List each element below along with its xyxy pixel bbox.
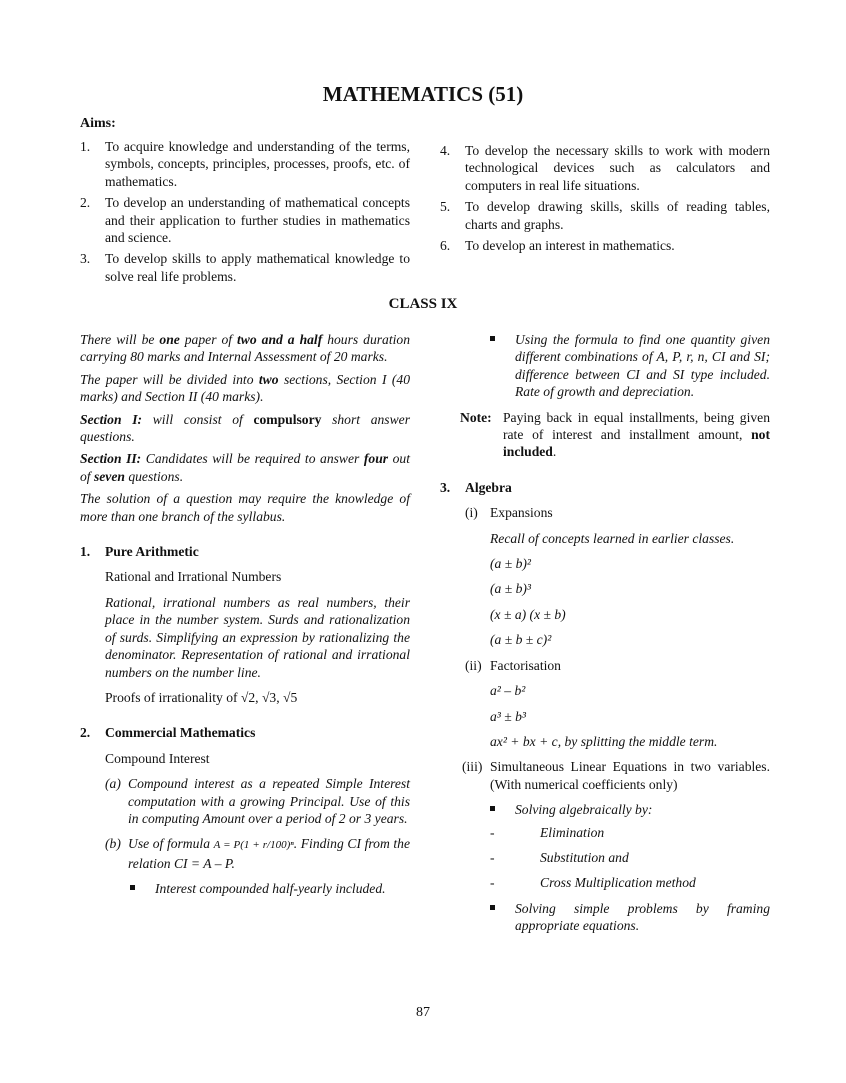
expansion-formula: (x ± a) (x ± b): [490, 606, 566, 622]
page-number: 87: [416, 1005, 430, 1020]
left-column: [80, 331, 410, 903]
algebra-factorisation: (ii) Factorisation: [465, 657, 561, 673]
bullet-formula-combinations: Using the formula to find one quantity given different combinations of A, P, r, n, CI and SI; difference between CI and SI type included. Rate of growth and depreciation.: [440, 331, 770, 401]
bullet-solving-problems: Solving simple problems by framing appropriate equations.: [440, 900, 770, 935]
section-heading-pure-arithmetic: 1. Pure Arithmetic: [80, 544, 199, 560]
expansion-formula: (a ± b)³: [490, 581, 531, 597]
aims-item: 3. To develop skills to apply mathematical knowledge to solve real life problems.: [80, 251, 410, 284]
bullet-half-yearly: Interest compounded half-yearly included.: [80, 880, 410, 897]
pure-arithmetic-body: Rational, irrational numbers as real numbers, their place in the number system. Surds and rationalization of surds. Simplifying an expression by rationalizing the denominator. Representation of rational and irrational numbers on the number line.: [105, 594, 410, 680]
class-heading: CLASS IX: [388, 296, 458, 312]
section-heading-commercial: 2. Commercial Mathematics: [80, 725, 256, 741]
algebra-expansions: (i) Expansions: [465, 505, 553, 521]
bullet-solving-algebraically: Solving algebraically by:: [440, 801, 770, 818]
aims-item: 5. To develop drawing skills, skills of reading tables, charts and graphs.: [440, 199, 770, 232]
aims-heading: Aims:: [80, 116, 116, 131]
intro-paragraph-1: There will be one paper of two and a half hours duration carrying 80 marks and Internal Assessment of 20 marks.: [80, 332, 410, 365]
surd-values: √2, √3, √5: [240, 689, 298, 705]
aims-left-column: [80, 138, 410, 289]
method-item: - Cross Multiplication method: [490, 875, 696, 891]
intro-paragraph-5: The solution of a question may require the knowledge of more than one branch of the syllabus.: [80, 491, 410, 524]
aims-item: 6. To develop an interest in mathematics.: [440, 238, 675, 254]
intro-paragraph-3: Section I: will consist of compulsory short answer questions.: [80, 411, 410, 445]
page-title: MATHEMATICS (51): [322, 82, 524, 106]
intro-paragraph-2: The paper will be divided into two sections, Section I (40 marks) and Section II (40 marks).: [80, 371, 410, 405]
aims-item: 2. To develop an understanding of mathematical concepts and their application to further studies in mathematics and science.: [80, 195, 410, 246]
algebra-linear-equations: (iii) Simultaneous Linear Equations in two variables. (With numerical coefficients only): [462, 759, 770, 792]
subheading-compound-interest: Compound Interest: [105, 750, 210, 766]
proofs-of-irrationality: Proofs of irrationality of √2, √3, √5: [105, 689, 298, 705]
section-heading-algebra: 3. Algebra: [440, 479, 512, 495]
expansion-formula: (a ± b ± c)²: [490, 632, 552, 648]
factorisation-formula: a³ ± b³: [490, 708, 527, 724]
compound-interest-item-a: (a) Compound interest as a repeated Simple Interest computation with a growing Principal. Use of this in computing Amount over a period of 2 or 3 years.: [105, 776, 410, 826]
aims-right-column: [440, 142, 770, 258]
intro-paragraph-4: Section II: Candidates will be required to answer four out of seven questions.: [80, 451, 410, 484]
installments-note: Note: Paying back in equal installments, being given rate of interest and installment amount, not included.: [460, 409, 770, 460]
expansions-recall: Recall of concepts learned in earlier classes.: [490, 530, 735, 546]
method-item: - Substitution and: [490, 849, 629, 865]
expansion-formula: (a ± b)²: [490, 556, 531, 572]
aims-item: 1. To acquire knowledge and understanding of the terms, symbols, concepts, principles, processes, proofs, etc. of mathematics.: [80, 139, 410, 189]
subheading-rational-numbers: Rational and Irrational Numbers: [105, 569, 282, 585]
right-column: [440, 331, 770, 940]
aims-item: 4. To develop the necessary skills to work with modern technological devices such as calculators and computers in real life situations.: [440, 143, 770, 193]
compound-interest-item-b: (b) Use of formula A = P(1 + r/100)ⁿ. Finding CI from the relation CI = A – P.: [105, 836, 411, 871]
compound-interest-formula: A = P(1 + r/100)ⁿ: [213, 839, 294, 852]
method-item: - Elimination: [490, 824, 605, 840]
factorisation-formula: a² – b²: [490, 683, 526, 699]
factorisation-formula: ax² + bx + c, by splitting the middle term.: [490, 733, 718, 749]
